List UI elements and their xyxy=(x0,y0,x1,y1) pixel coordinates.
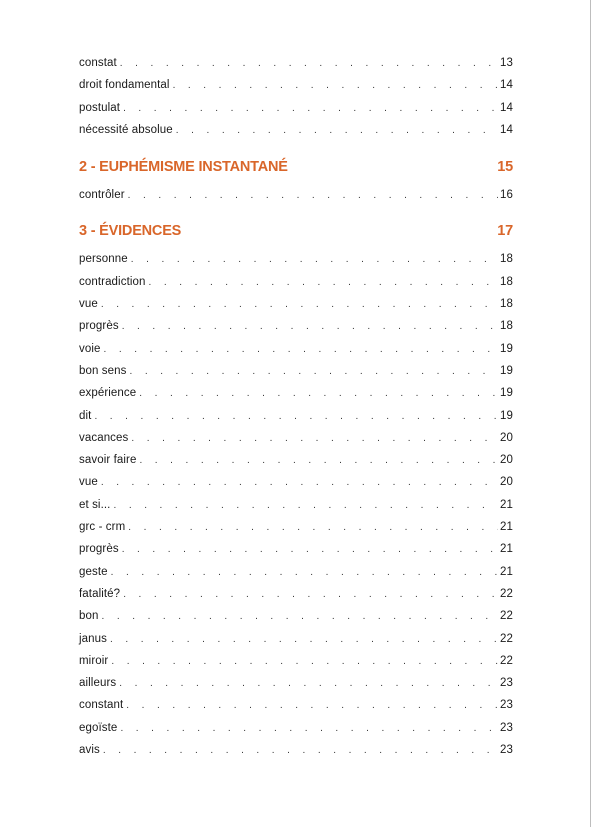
dot-leader xyxy=(131,428,498,450)
entry-label: egoïste xyxy=(79,721,118,734)
toc-entry[interactable] xyxy=(79,360,513,382)
entry-label: janus xyxy=(79,632,107,645)
entry-page-number: 23 xyxy=(500,699,513,712)
toc-entry[interactable] xyxy=(79,650,513,672)
dot-leader xyxy=(101,472,498,494)
dot-leader xyxy=(120,718,498,740)
toc-entry[interactable] xyxy=(79,427,513,449)
toc-entry[interactable] xyxy=(79,717,513,739)
entry-page-number: 18 xyxy=(500,275,513,288)
entry-label: progrès xyxy=(79,543,119,556)
toc-entry[interactable] xyxy=(79,271,513,293)
toc-entry[interactable] xyxy=(79,248,513,270)
entry-label: progrès xyxy=(79,320,119,333)
toc-entry[interactable] xyxy=(79,516,513,538)
entry-label: vacances xyxy=(79,431,129,444)
entry-label: nécessité absolue xyxy=(79,123,173,136)
table-of-contents xyxy=(79,52,513,761)
entry-label: constant xyxy=(79,699,124,712)
section-page: 17 xyxy=(497,223,513,240)
entry-page-number: 21 xyxy=(500,498,513,511)
toc-entry[interactable] xyxy=(79,74,513,96)
section-title: 2 - EUPHÉMISME INSTANTANÉ xyxy=(79,159,288,176)
dot-leader xyxy=(128,517,498,539)
toc-entry[interactable] xyxy=(79,315,513,337)
toc-entry[interactable] xyxy=(79,694,513,716)
section-page: 15 xyxy=(497,159,513,176)
toc-entry[interactable] xyxy=(79,628,513,650)
entry-label: miroir xyxy=(79,654,109,667)
dot-leader xyxy=(103,740,498,762)
dot-leader xyxy=(149,272,498,294)
dot-leader xyxy=(111,651,498,673)
dot-leader xyxy=(94,406,498,428)
section-heading[interactable] xyxy=(79,156,513,178)
section-title: 3 - ÉVIDENCES xyxy=(79,223,182,240)
dot-leader xyxy=(123,584,498,606)
entry-page-number: 22 xyxy=(500,610,513,623)
entry-page-number: 14 xyxy=(500,101,513,114)
dot-leader xyxy=(129,361,498,383)
toc-entries-top xyxy=(79,52,513,141)
dot-leader xyxy=(173,75,498,97)
entry-page-number: 18 xyxy=(500,320,513,333)
entry-page-number: 18 xyxy=(500,298,513,311)
entry-page-number: 19 xyxy=(500,342,513,355)
entry-label: personne xyxy=(79,253,128,266)
toc-entry[interactable] xyxy=(79,338,513,360)
toc-entry[interactable] xyxy=(79,494,513,516)
entry-page-number: 21 xyxy=(500,521,513,534)
entry-label: savoir faire xyxy=(79,454,137,467)
entry-page-number: 23 xyxy=(500,677,513,690)
entry-page-number: 20 xyxy=(500,431,513,444)
dot-leader xyxy=(119,673,498,695)
entry-page-number: 21 xyxy=(500,565,513,578)
dot-leader xyxy=(139,450,498,472)
toc-entry[interactable] xyxy=(79,538,513,560)
dot-leader xyxy=(122,316,498,338)
entry-page-number: 14 xyxy=(500,123,513,136)
toc-entry[interactable] xyxy=(79,184,513,206)
dot-leader xyxy=(111,562,498,584)
entry-label: et si... xyxy=(79,498,111,511)
entry-page-number: 23 xyxy=(500,744,513,757)
toc-entry[interactable] xyxy=(79,739,513,761)
entry-label: contrôler xyxy=(79,189,125,202)
entry-page-number: 21 xyxy=(500,543,513,556)
entry-page-number: 20 xyxy=(500,476,513,489)
entry-label: vue xyxy=(79,476,98,489)
entry-page-number: 18 xyxy=(500,253,513,266)
dot-leader xyxy=(139,383,498,405)
entry-page-number: 22 xyxy=(500,654,513,667)
entry-label: geste xyxy=(79,565,108,578)
entry-label: bon sens xyxy=(79,364,127,377)
toc-entry[interactable] xyxy=(79,97,513,119)
toc-entry[interactable] xyxy=(79,382,513,404)
dot-leader xyxy=(104,339,499,361)
entry-label: voie xyxy=(79,342,101,355)
dot-leader xyxy=(128,185,498,207)
entry-label: dit xyxy=(79,409,92,422)
entry-label: constat xyxy=(79,57,117,69)
toc-entry[interactable] xyxy=(79,605,513,627)
entry-page-number: 14 xyxy=(500,79,513,92)
entry-label: ailleurs xyxy=(79,677,117,690)
toc-entry[interactable] xyxy=(79,561,513,583)
entry-label: expérience xyxy=(79,387,137,400)
dot-leader xyxy=(123,98,498,120)
entry-page-number: 19 xyxy=(500,364,513,377)
toc-entry[interactable] xyxy=(79,449,513,471)
entry-label: contradiction xyxy=(79,275,146,288)
entry-label: vue xyxy=(79,298,98,311)
dot-leader xyxy=(122,539,498,561)
toc-entry[interactable] xyxy=(79,119,513,141)
entry-label: bon xyxy=(79,610,99,623)
entry-page-number: 23 xyxy=(500,721,513,734)
entry-page-number: 22 xyxy=(500,632,513,645)
entry-page-number: 19 xyxy=(500,387,513,400)
dot-leader xyxy=(110,629,498,651)
entry-label: avis xyxy=(79,744,100,757)
toc-entry[interactable] xyxy=(79,583,513,605)
toc-entries-section-3 xyxy=(79,248,513,761)
toc-entries-section-2 xyxy=(79,184,513,206)
dot-leader xyxy=(113,495,498,517)
entry-page-number: 20 xyxy=(500,454,513,467)
entry-page-number: 16 xyxy=(500,189,513,202)
entry-label: postulat xyxy=(79,101,121,114)
entry-label: fatalité? xyxy=(79,587,121,600)
toc-entry[interactable] xyxy=(79,672,513,694)
dot-leader xyxy=(102,606,499,628)
dot-leader xyxy=(126,695,498,717)
entry-label: droit fondamental xyxy=(79,79,170,92)
dot-leader xyxy=(120,53,498,75)
entry-label: grc - crm xyxy=(79,521,126,534)
dot-leader xyxy=(176,120,498,142)
dot-leader xyxy=(131,249,498,271)
section-heading[interactable] xyxy=(79,220,513,242)
entry-page-number: 13 xyxy=(500,57,513,69)
toc-entry[interactable] xyxy=(79,405,513,427)
dot-leader xyxy=(101,294,498,316)
toc-entry[interactable] xyxy=(79,471,513,493)
toc-entry[interactable] xyxy=(79,293,513,315)
toc-entry[interactable] xyxy=(79,52,513,74)
entry-page-number: 19 xyxy=(500,409,513,422)
entry-page-number: 22 xyxy=(500,587,513,600)
